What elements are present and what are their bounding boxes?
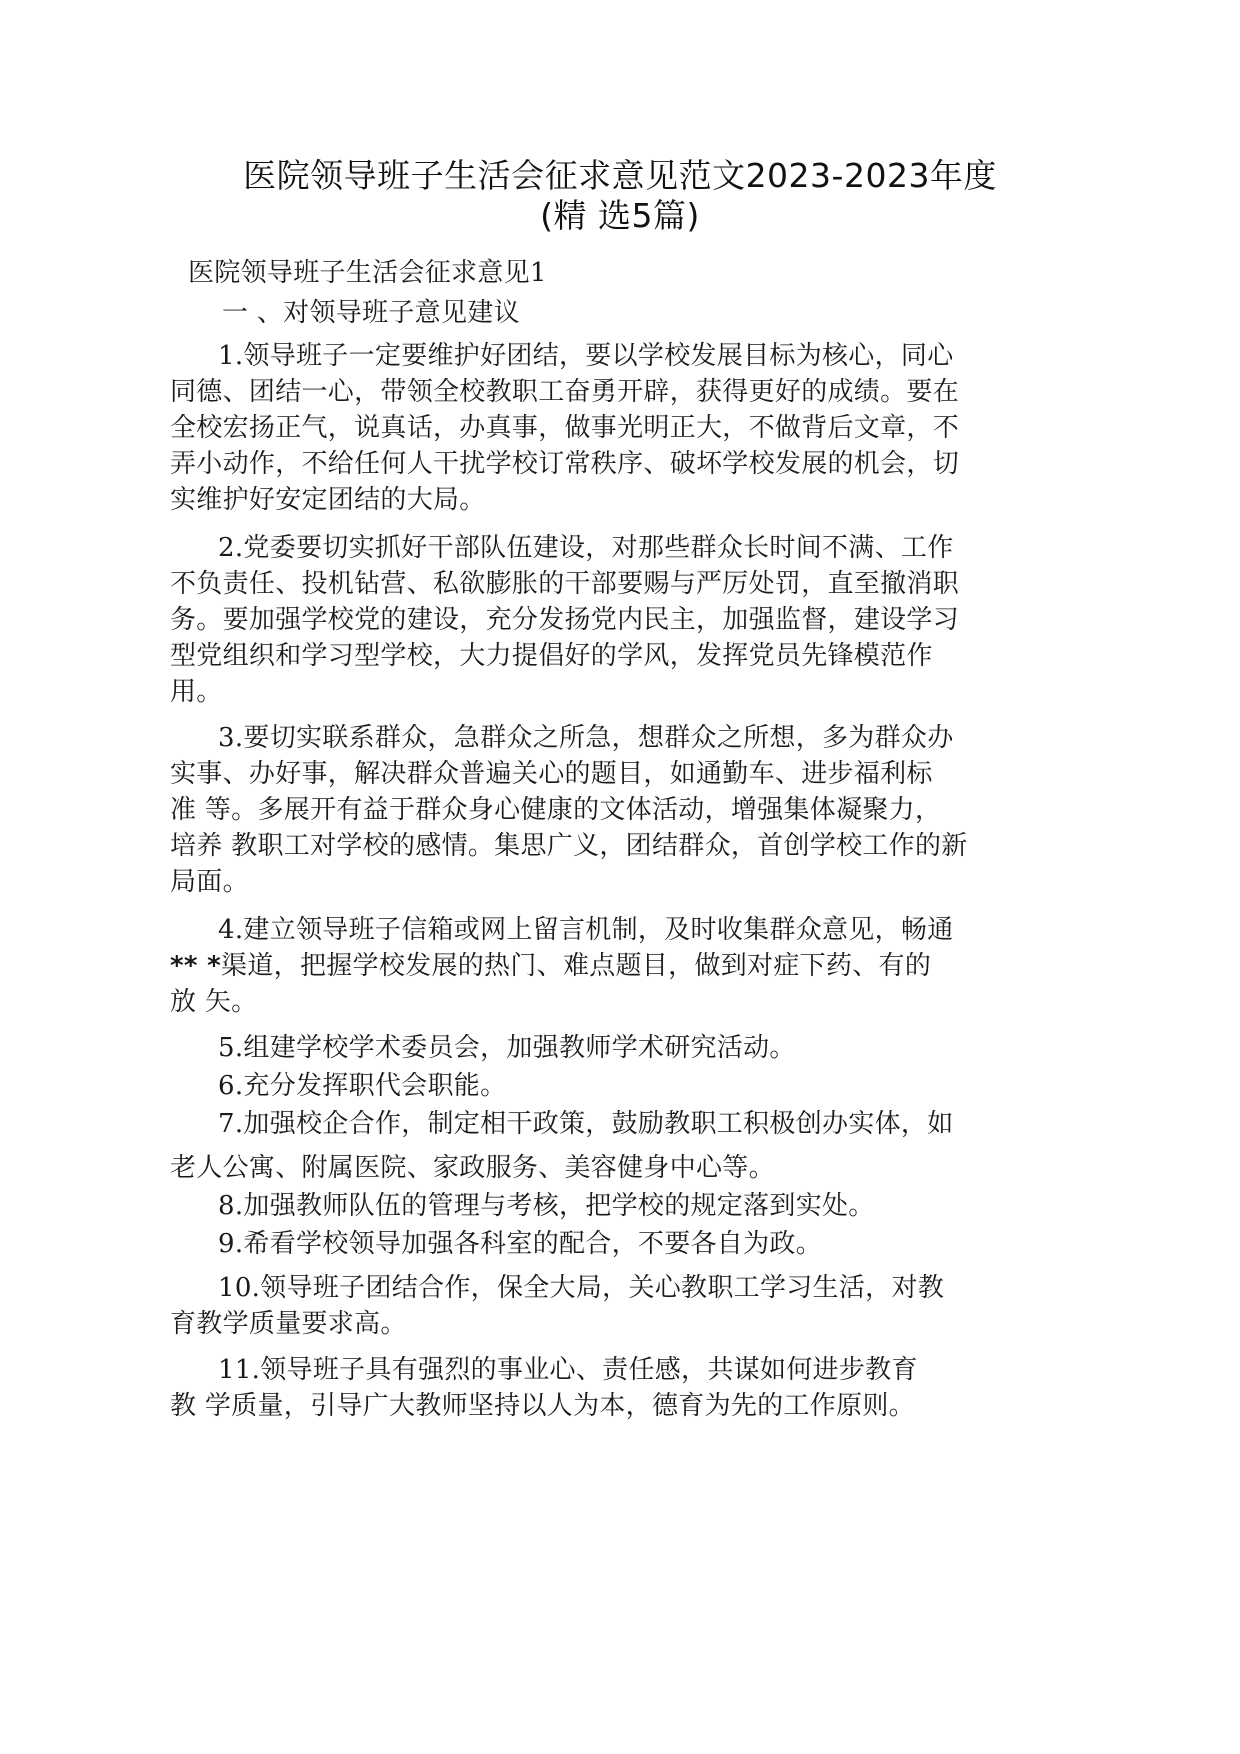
paragraph-line: 7.加强校企合作，制定相干政策，鼓励教职工积极创办实体，如 xyxy=(218,1109,954,1139)
paragraph-line: 弄小动作，不给任何人干扰学校订常秩序、破坏学校发展的机会，切 xyxy=(170,449,960,479)
paragraph-line: 1.领导班子一定要维护好团结，要以学校发展目标为核心，同心 xyxy=(218,341,954,371)
paragraph-line: 10.领导班子团结合作，保全大局，关心教职工学习生活，对教 xyxy=(218,1273,945,1303)
paragraph-line: 不负责任、投机钻营、私欲膨胀的干部要赐与严厉处罚，直至撤消职 xyxy=(170,569,960,599)
paragraph-line-text: 渠道，把握学校发展的热门、难点题目，做到对症下药、有的 xyxy=(221,951,932,981)
paragraph-line: 务。要加强学校党的建设，充分发扬党内民主，加强监督，建设学习 xyxy=(170,605,960,635)
paragraph-line: 6.充分发挥职代会职能。 xyxy=(218,1071,507,1101)
paragraph-line: 5.组建学校学术委员会，加强教师学术研究活动。 xyxy=(218,1033,796,1063)
paragraph-line: 老人公寓、附属医院、家政服务、美容健身中心等。 xyxy=(170,1153,775,1183)
paragraph-line: 2.党委要切实抓好干部队伍建设，对那些群众长时间不满、工作 xyxy=(218,533,954,563)
paragraph-line: 放 矢。 xyxy=(170,987,258,1017)
star-marks: ** * xyxy=(170,951,222,981)
paragraph-line: 实事、办好事，解决群众普遍关心的题目，如通勤车、进步福利标 xyxy=(170,759,933,789)
document-subtitle: (精 选5篇) xyxy=(540,196,700,235)
paragraph-line: 教 学质量，引导广大教师坚持以人为本，德育为先的工作原则。 xyxy=(170,1391,915,1421)
paragraph-line: 准 等。多展开有益于群众身心健康的文体活动，增强集体凝聚力， xyxy=(170,795,942,825)
paragraph-line: 育教学质量要求高。 xyxy=(170,1309,407,1339)
paragraph-line: 局面。 xyxy=(170,867,249,897)
paragraph-line: 型党组织和学习型学校，大力提倡好的学风，发挥党员先锋模范作 xyxy=(170,641,933,671)
paragraph-line: 8.加强教师队伍的管理与考核，把学校的规定落到实处。 xyxy=(218,1191,875,1221)
paragraph-line: 4.建立领导班子信箱或网上留言机制，及时收集群众意见，畅通 xyxy=(218,915,954,945)
paragraph-line: 9.希看学校领导加强各科室的配合，不要各自为政。 xyxy=(218,1229,823,1259)
section-heading: 医院领导班子生活会征求意见1 xyxy=(188,258,547,288)
paragraph-line: 全校宏扬正气，说真话，办真事，做事光明正大，不做背后文章，不 xyxy=(170,413,960,443)
paragraph-line: 同德、团结一心，带领全校教职工奋勇开辟，获得更好的成绩。要在 xyxy=(170,377,960,407)
paragraph-line: 11.领导班子具有强烈的事业心、责任感，共谋如何进步教育 xyxy=(218,1355,918,1385)
paragraph-line: 实维护好安定团结的大局。 xyxy=(170,485,486,515)
paragraph-line: 3.要切实联系群众，急群众之所急，想群众之所想，多为群众办 xyxy=(218,723,954,753)
paragraph-line: 用。 xyxy=(170,677,223,707)
paragraph-line xyxy=(170,948,931,984)
document-title: 医院领导班子生活会征求意见范文2023-2023年度 xyxy=(243,156,997,195)
paragraph-line: 培养 教职工对学校的感情。集思广义，团结群众，首创学校工作的新 xyxy=(170,831,968,861)
subheading: 一 、对领导班子意见建议 xyxy=(222,298,520,328)
